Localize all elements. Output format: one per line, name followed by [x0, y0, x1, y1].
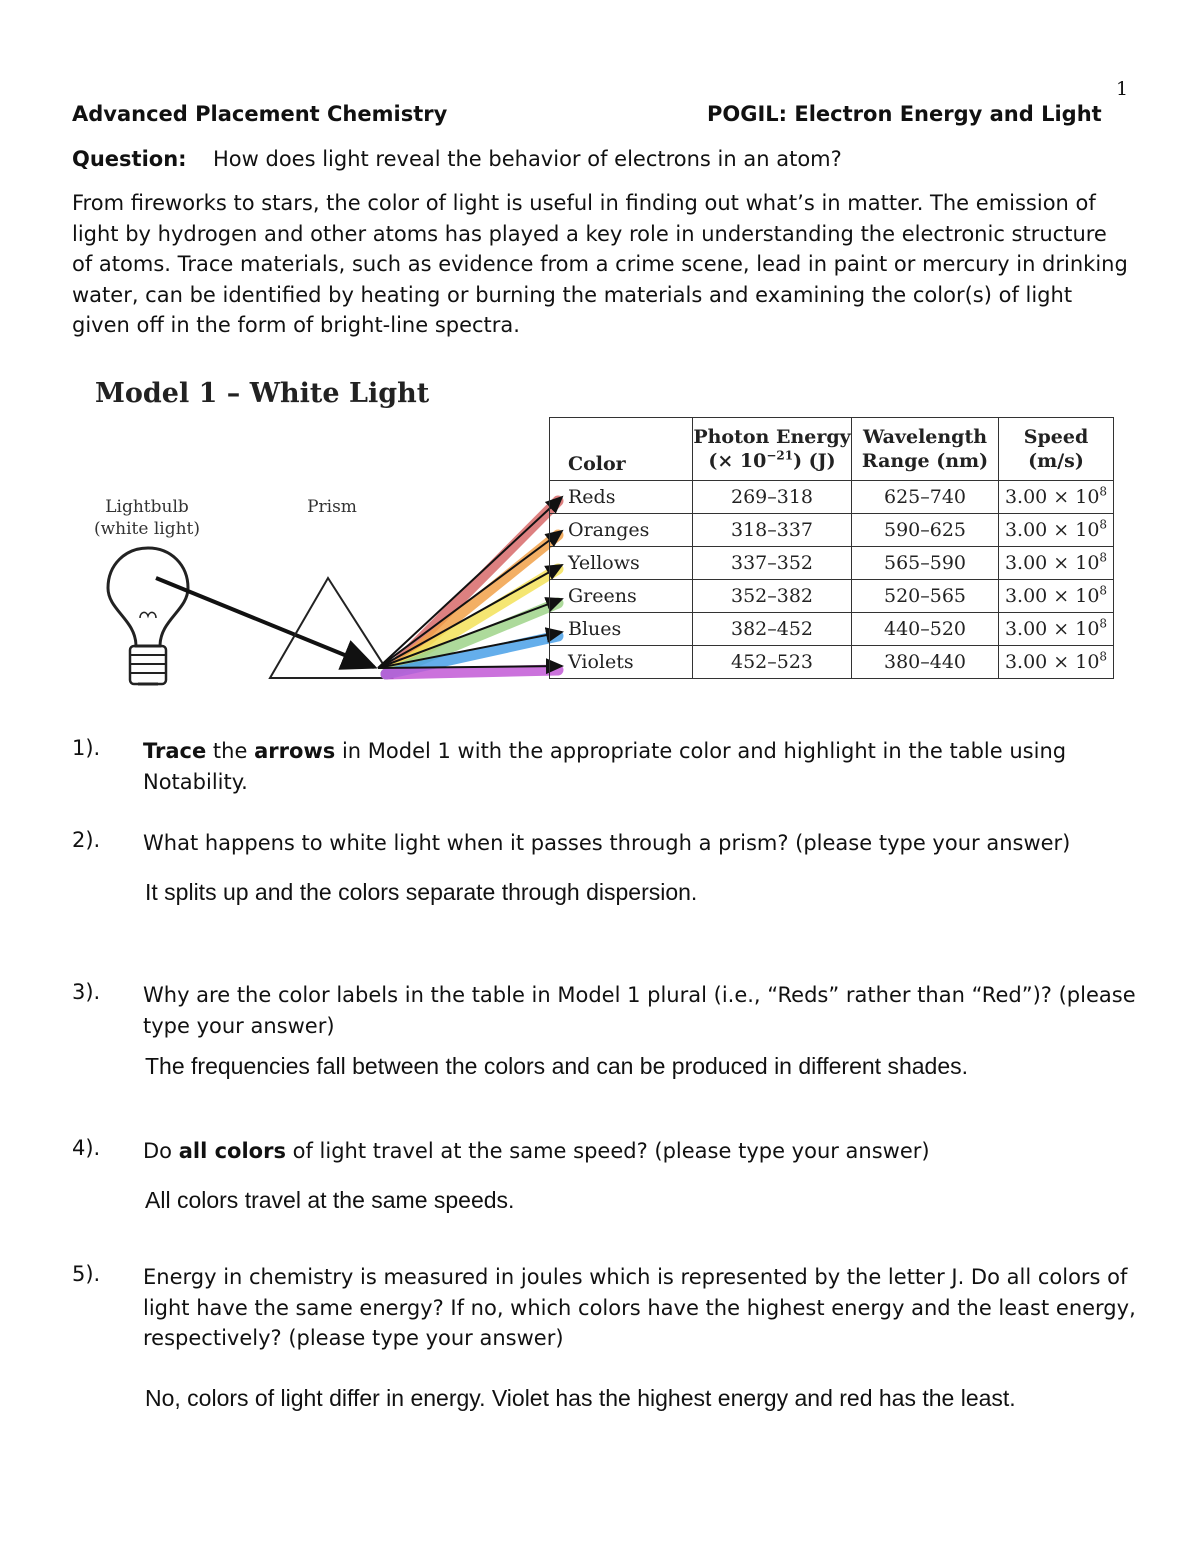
speed-cell: $3.00 \times 10^8$: [999, 481, 1114, 514]
wavelength-cell: 625–740: [852, 481, 999, 514]
color-cell: Greens: [550, 580, 693, 613]
question-4-number: 4).: [72, 1136, 101, 1160]
wavelength-cell: 590–625: [852, 514, 999, 547]
answer-3[interactable]: The frequencies fall between the colors and can be produced in different shades.: [145, 1053, 969, 1079]
header-speed: Speed (m/s): [999, 418, 1114, 481]
model-title: Model 1 – White Light: [95, 378, 430, 409]
wavelength-cell: 440–520: [852, 613, 999, 646]
question-3-text: Why are the color labels in the table in Model 1 plural (i.e., “Reds” rather than “Red”)? (please type your answer): [143, 983, 1136, 1038]
beam-arrow: [378, 531, 562, 668]
answer-4[interactable]: All colors travel at the same speeds.: [145, 1187, 515, 1213]
intro-paragraph: From fireworks to stars, the color of light is useful in finding out what’s in matter. The emission of light by hydrogen and other atoms has played a key role in understanding the electronic structure of atoms. Trace materials, such as evidence from a crime scene, lead in paint or mercury in drinking water, can be identified by heating or burning the materials and examining the color(s) of light given off in the form of bright-line spectra.: [72, 191, 1128, 338]
question-2-text: What happens to white light when it passes through a prism? (please type your answer): [143, 831, 1071, 855]
page-number: 1: [1116, 78, 1129, 100]
energy-cell: 452–523: [693, 646, 852, 679]
energy-cell: 337–352: [693, 547, 852, 580]
question-3-number: 3).: [72, 980, 101, 1004]
energy-cell: 318–337: [693, 514, 852, 547]
course-title: Advanced Placement Chemistry: [72, 102, 448, 126]
speed-cell: $3.00 \times 10^8$: [999, 613, 1114, 646]
table-row: [550, 514, 1114, 547]
table-row: [550, 547, 1114, 580]
question-label: Question:: [72, 147, 187, 171]
speed-cell: $3.00 \times 10^8$: [999, 514, 1114, 547]
color-cell: Blues: [550, 613, 693, 646]
color-cell: Reds: [550, 481, 693, 514]
color-properties-table: [549, 417, 1114, 679]
energy-cell: 352–382: [693, 580, 852, 613]
table-row: [550, 481, 1114, 514]
answer-5[interactable]: No, colors of light differ in energy. Violet has the highest energy and red has the least.: [145, 1385, 1016, 1411]
beam-highlight: [386, 670, 558, 674]
header-color: Color: [550, 418, 693, 481]
energy-cell: 269–318: [693, 481, 852, 514]
lightbulb-label: Lightbulb (white light): [93, 497, 201, 539]
table-row: [550, 580, 1114, 613]
speed-cell: $3.00 \times 10^8$: [999, 646, 1114, 679]
energy-cell: 382–452: [693, 613, 852, 646]
answer-2[interactable]: It splits up and the colors separate through dispersion.: [145, 879, 698, 905]
question-text: How does light reveal the behavior of electrons in an atom?: [213, 147, 842, 171]
question-2-number: 2).: [72, 828, 101, 852]
speed-cell: $3.00 \times 10^8$: [999, 547, 1114, 580]
prism-label: Prism: [307, 497, 357, 517]
incoming-light-arrow: [156, 578, 374, 667]
wavelength-cell: 520–565: [852, 580, 999, 613]
question-1-text: Trace the arrows in Model 1 with the appropriate color and highlight in the table using Notability.: [143, 739, 1067, 794]
question-4-text: Do all colors of light travel at the same speed? (please type your answer): [143, 1139, 930, 1163]
wavelength-cell: 380–440: [852, 646, 999, 679]
lightbulb-icon: [108, 548, 188, 684]
question-5-text: Energy in chemistry is measured in joules which is represented by the letter J. Do all colors of light have the same energy? If no, which colors have the highest energy and the least energy, respectively? (please type your answer): [143, 1265, 1136, 1351]
prism-icon: [270, 578, 392, 678]
wavelength-cell: 565–590: [852, 547, 999, 580]
speed-cell: $3.00 \times 10^8$: [999, 580, 1114, 613]
header-photon-energy: Photon Energy (× $10^{-21}$) (J): [693, 418, 852, 481]
worksheet-title: POGIL: Electron Energy and Light: [707, 102, 1102, 126]
color-cell: Yellows: [550, 547, 693, 580]
table-row: [550, 613, 1114, 646]
question-5-number: 5).: [72, 1262, 101, 1286]
color-cell: Oranges: [550, 514, 693, 547]
question-1-number: 1).: [72, 736, 101, 760]
color-cell: Violets: [550, 646, 693, 679]
table-row: [550, 646, 1114, 679]
header-wavelength: Wavelength Range (nm): [852, 418, 999, 481]
